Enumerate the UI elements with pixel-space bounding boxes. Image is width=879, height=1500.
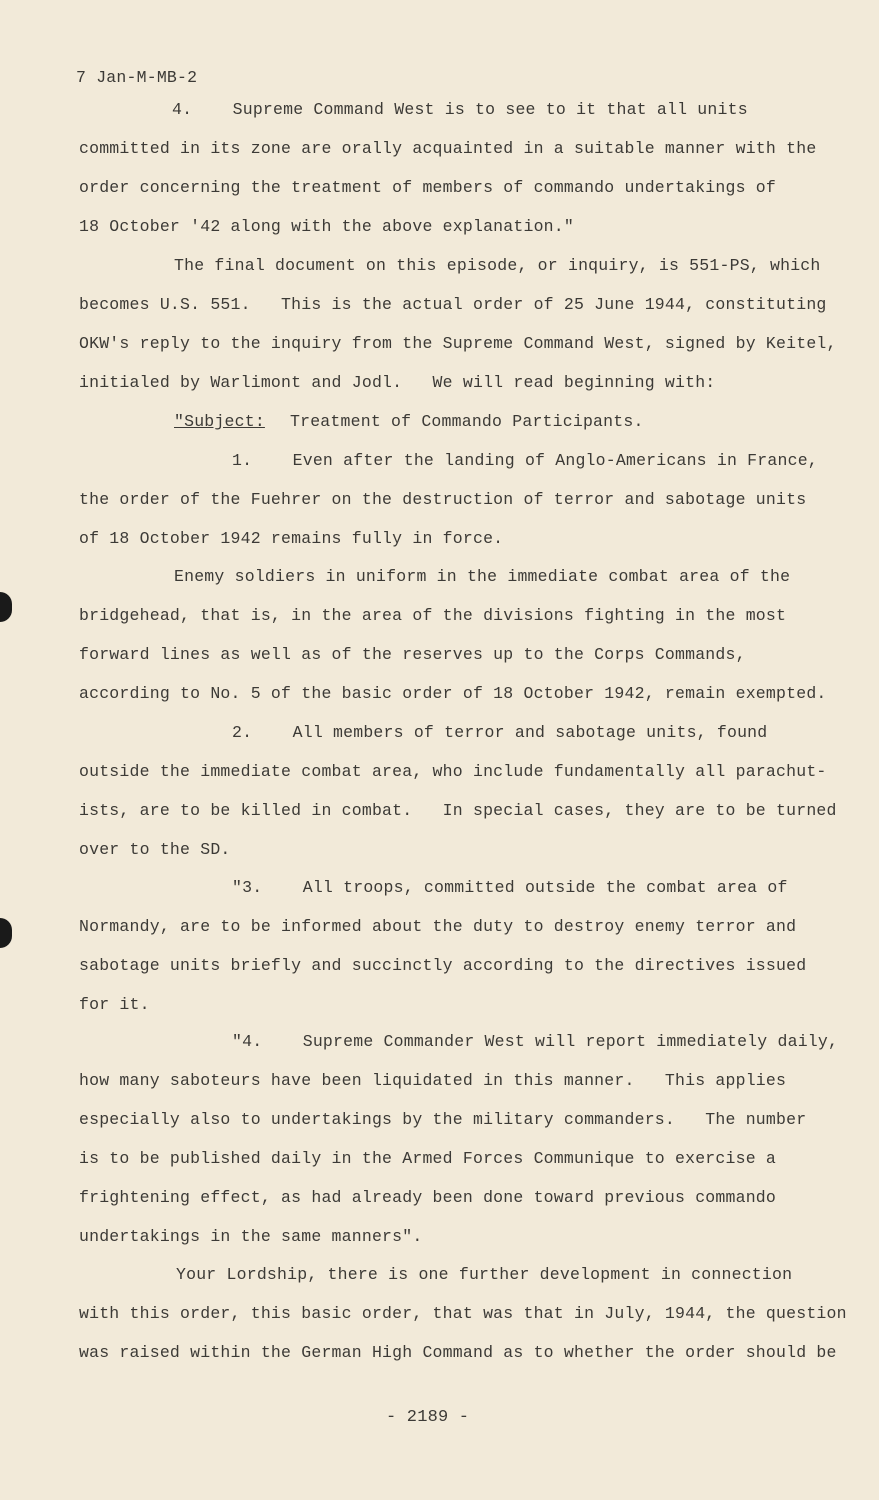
text-line: is to be published daily in the Armed Forces Communique to exercise a bbox=[79, 1149, 777, 1168]
text-line: "3. All troops, committed outside the combat area of bbox=[232, 878, 788, 897]
binder-hole bbox=[0, 592, 12, 622]
text-line: committed in its zone are orally acquainted in a suitable manner with the bbox=[79, 139, 817, 158]
text-line: forward lines as well as of the reserves up to the Corps Commands, bbox=[79, 645, 746, 664]
subject-label: "Subject: bbox=[174, 412, 265, 431]
text-line: 4. Supreme Command West is to see to it that all units bbox=[172, 100, 748, 119]
text-line: initialed by Warlimont and Jodl. We will read beginning with: bbox=[79, 373, 716, 392]
text-line: Your Lordship, there is one further development in connection bbox=[176, 1265, 793, 1284]
text-line: the order of the Fuehrer on the destruction of terror and sabotage units bbox=[79, 490, 807, 509]
text-line: over to the SD. bbox=[79, 840, 231, 859]
text-line: with this order, this basic order, that was that in July, 1944, the question bbox=[79, 1304, 847, 1323]
text-line: 18 October '42 along with the above explanation." bbox=[79, 217, 574, 236]
text-line: The final document on this episode, or inquiry, is 551-PS, which bbox=[174, 256, 821, 275]
text-line: frightening effect, as had already been done toward previous commando bbox=[79, 1188, 777, 1207]
text-line: bridgehead, that is, in the area of the divisions fighting in the most bbox=[79, 606, 787, 625]
subject-text: Treatment of Commando Participants. bbox=[290, 412, 644, 431]
text-line: was raised within the German High Command as to whether the order should be bbox=[79, 1343, 837, 1362]
text-line: "4. Supreme Commander West will report immediately daily, bbox=[232, 1032, 839, 1051]
binder-hole bbox=[0, 918, 12, 948]
text-line: undertakings in the same manners". bbox=[79, 1227, 423, 1246]
text-line: outside the immediate combat area, who include fundamentally all parachut- bbox=[79, 762, 827, 781]
text-line: Enemy soldiers in uniform in the immediate combat area of the bbox=[174, 567, 791, 586]
text-line: of 18 October 1942 remains fully in force. bbox=[79, 529, 504, 548]
text-line: OKW's reply to the inquiry from the Supreme Command West, signed by Keitel, bbox=[79, 334, 837, 353]
text-line: according to No. 5 of the basic order of 18 October 1942, remain exempted. bbox=[79, 684, 827, 703]
text-line: 1. Even after the landing of Anglo-Americans in France, bbox=[232, 451, 818, 470]
text-line: Normandy, are to be informed about the duty to destroy enemy terror and bbox=[79, 917, 797, 936]
text-line: especially also to undertakings by the military commanders. The number bbox=[79, 1110, 807, 1129]
text-line: order concerning the treatment of members of commando undertakings of bbox=[79, 178, 777, 197]
text-line: ists, are to be killed in combat. In special cases, they are to be turned bbox=[79, 801, 837, 820]
text-line: 2. All members of terror and sabotage units, found bbox=[232, 723, 768, 742]
text-line: sabotage units briefly and succinctly according to the directives issued bbox=[79, 956, 807, 975]
text-line: becomes U.S. 551. This is the actual order of 25 June 1944, constituting bbox=[79, 295, 827, 314]
page-number: - 2189 - bbox=[386, 1408, 470, 1427]
text-line: how many saboteurs have been liquidated in this manner. This applies bbox=[79, 1071, 787, 1090]
header-ref: 7 Jan-M-MB-2 bbox=[76, 68, 198, 87]
text-line: for it. bbox=[79, 995, 150, 1014]
